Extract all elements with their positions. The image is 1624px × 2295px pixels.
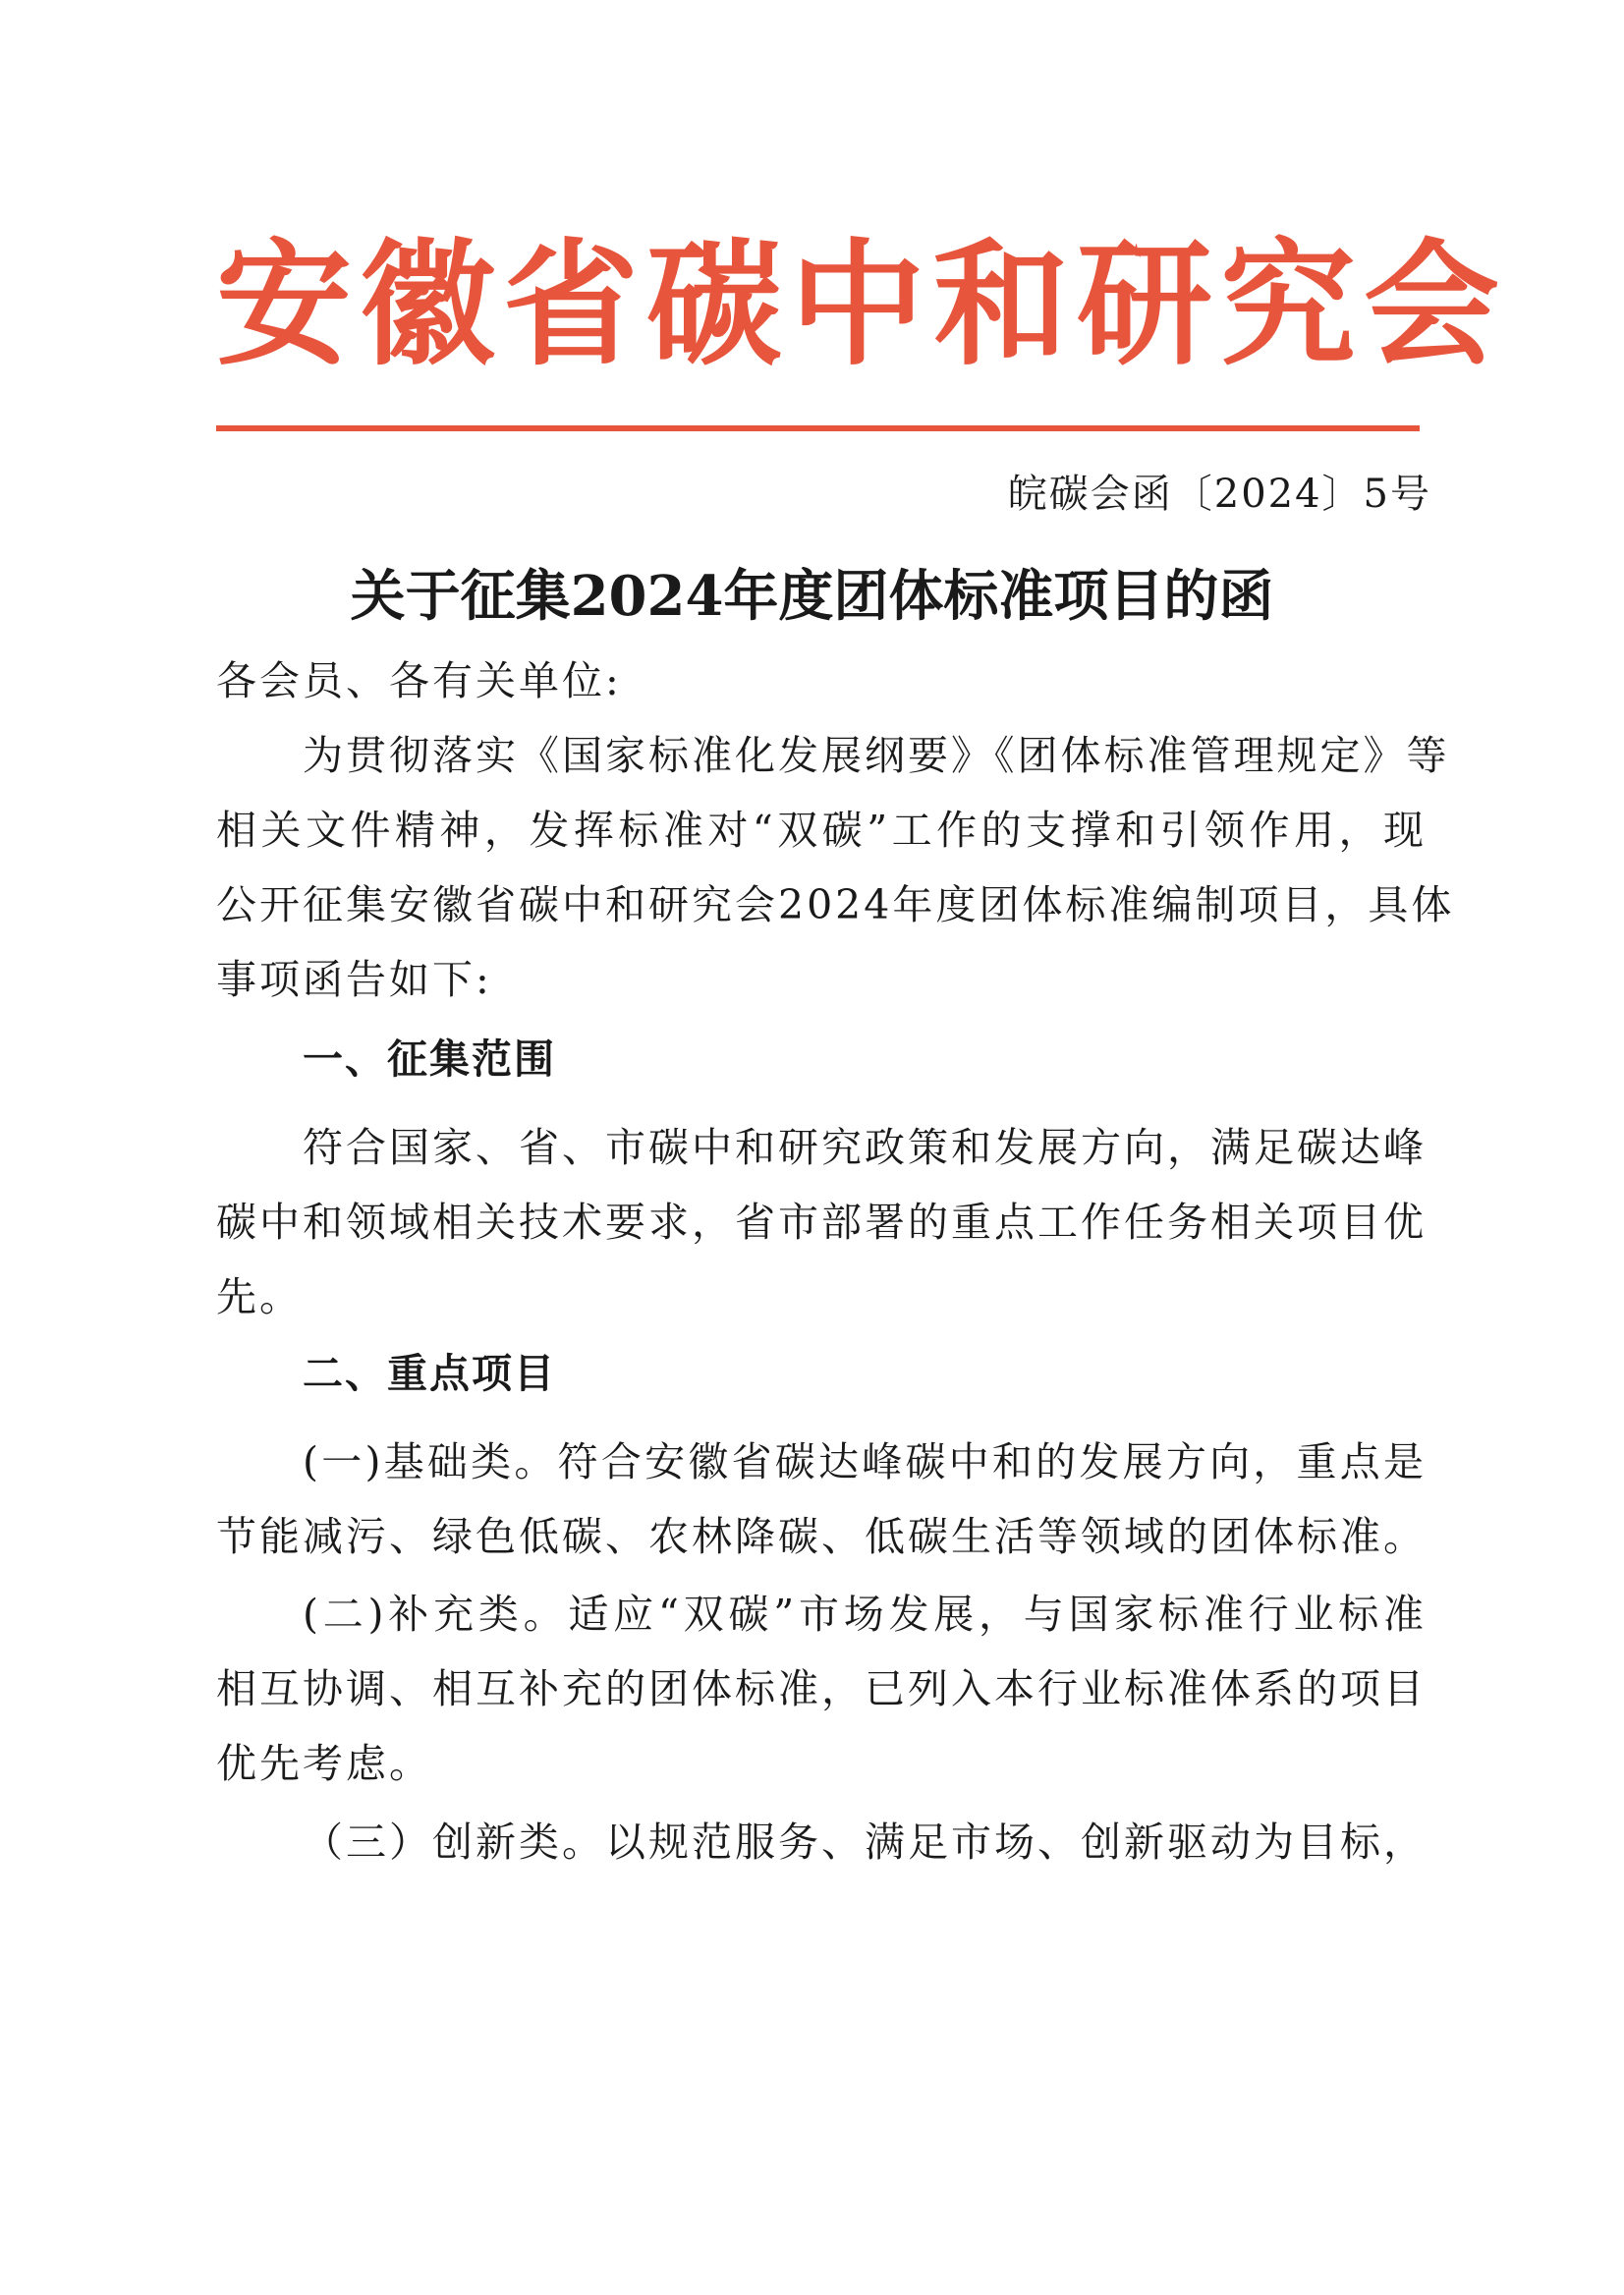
text-line: (二)补充类。适应“双碳”市场发展，与国家标准行业标准 xyxy=(303,1591,1427,1638)
text-line: 相互协调、相互补充的团体标准，已列入本行业标准体系的项目 xyxy=(216,1665,1427,1712)
text-line: (一)基础类。符合安徽省碳达峰碳中和的发展方向，重点是 xyxy=(303,1438,1427,1485)
section-heading-key-projects: 二、重点项目 xyxy=(303,1350,556,1397)
document-title: 关于征集2024年度团体标准项目的函 xyxy=(350,564,1274,629)
section-heading-scope: 一、征集范围 xyxy=(303,1036,556,1083)
section-scope-paragraph xyxy=(216,1110,1427,1334)
text-line: 碳中和领域相关技术要求，省市部署的重点工作任务相关项目优 xyxy=(216,1199,1427,1246)
key-item-basic xyxy=(216,1425,1427,1574)
key-item-innovation xyxy=(216,1805,1427,1879)
org-header: 安徽省碳中和研究会 xyxy=(216,224,1508,384)
text-line: 优先考虑。 xyxy=(216,1740,432,1787)
intro-paragraph xyxy=(216,718,1455,1017)
text-line: 公开征集安徽省碳中和研究会2024年度团体标准编制项目，具体 xyxy=(216,881,1455,928)
key-item-supplementary xyxy=(216,1577,1427,1801)
text-line: 先。 xyxy=(216,1273,303,1320)
text-line: （三）创新类。以规范服务、满足市场、创新驱动为目标， xyxy=(303,1819,1427,1866)
text-line: 符合国家、省、市碳中和研究政策和发展方向，满足碳达峰 xyxy=(303,1124,1427,1171)
text-line: 为贯彻落实《国家标准化发展纲要》《团体标准管理规定》等 xyxy=(303,732,1450,779)
text-line: 节能减污、绿色低碳、农林降碳、低碳生活等领域的团体标准。 xyxy=(216,1513,1427,1560)
salutation: 各会员、各有关单位: xyxy=(216,657,622,704)
document-number: 皖碳会函〔2024〕5号 xyxy=(1007,472,1431,517)
text-line: 事项函告如下: xyxy=(216,956,492,1003)
text-line: 相关文件精神，发挥标准对“双碳”工作的支撑和引领作用，现 xyxy=(216,807,1427,854)
red-divider-line xyxy=(216,425,1420,431)
